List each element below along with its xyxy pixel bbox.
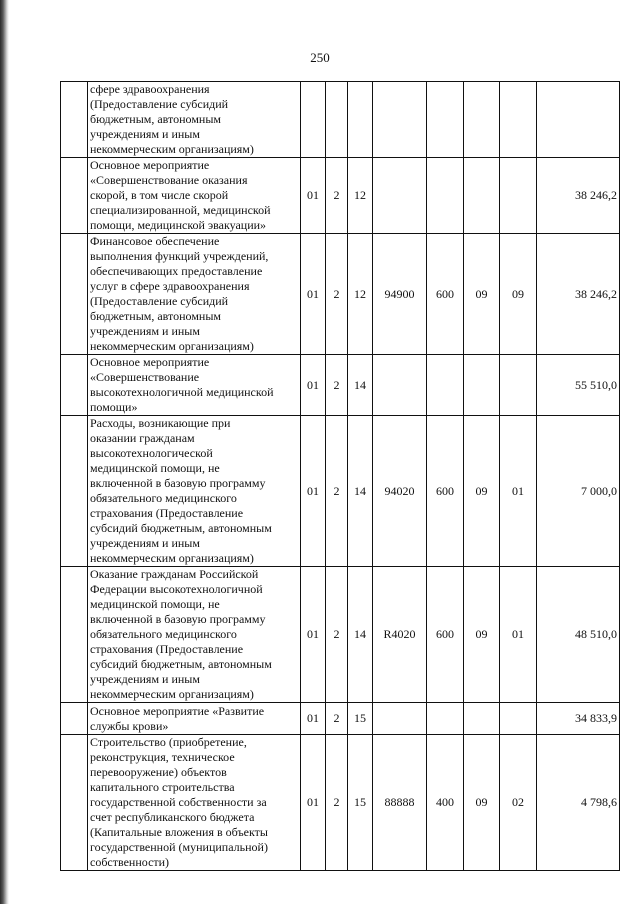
program-code: 01 <box>301 416 326 567</box>
blank-cell <box>61 735 88 871</box>
section-code <box>464 355 500 416</box>
expense-type-code <box>427 158 464 234</box>
event-code: 12 <box>348 234 373 355</box>
subprogram-code: 2 <box>326 234 348 355</box>
subprogram-code: 2 <box>326 416 348 567</box>
item-name: Строительство (приобретение, реконструкция, техническое перевооружение) объектов капитального строительства государственной собственности за счет республиканского бюджета (Капитальные вложения в объекты государственной (муниципальной) собственности) <box>88 735 301 871</box>
table-row <box>61 416 620 567</box>
item-name: Основное мероприятие «Развитие службы крови» <box>88 703 301 735</box>
program-code: 01 <box>301 703 326 735</box>
section-code: 09 <box>464 234 500 355</box>
expense-type-code: 600 <box>427 567 464 703</box>
program-code: 01 <box>301 158 326 234</box>
item-name: Финансовое обеспечение выполнения функций учреждений, обеспечивающих предоставление услуг в сфере здравоохранения (Предоставление субсидий бюджетным, автономным учреждениям и иным некоммерческим организациям) <box>88 234 301 355</box>
direction-code <box>373 703 427 735</box>
subsection-code: 02 <box>500 735 537 871</box>
expense-type-code: 600 <box>427 234 464 355</box>
subprogram-code: 2 <box>326 158 348 234</box>
amount: 48 510,0 <box>537 567 620 703</box>
amount: 4 798,6 <box>537 735 620 871</box>
subprogram-code: 2 <box>326 735 348 871</box>
event-code <box>348 82 373 158</box>
expense-type-code <box>427 82 464 158</box>
table-row <box>61 234 620 355</box>
item-name: Оказание гражданам Российской Федерации высокотехнологичной медицинской помощи, не включенной в базовую программу обязательного медицинского страхования (Предоставление субсидий бюджетным, автономным учреждениям и иным некоммерческим организациям) <box>88 567 301 703</box>
blank-cell <box>61 234 88 355</box>
subsection-code <box>500 703 537 735</box>
blank-cell <box>61 703 88 735</box>
section-code: 09 <box>464 735 500 871</box>
subsection-code <box>500 355 537 416</box>
subsection-code: 01 <box>500 416 537 567</box>
blank-cell <box>61 158 88 234</box>
subsection-code: 09 <box>500 234 537 355</box>
amount: 55 510,0 <box>537 355 620 416</box>
item-name: Основное мероприятие «Совершенствование высокотехнологичной медицинской помощи» <box>88 355 301 416</box>
expense-type-code: 600 <box>427 416 464 567</box>
table-row <box>61 735 620 871</box>
event-code: 12 <box>348 158 373 234</box>
direction-code: 94900 <box>373 234 427 355</box>
table-row <box>61 703 620 735</box>
item-name: Основное мероприятие «Совершенствование оказания скорой, в том числе скорой специализированной, медицинской помощи, медицинской эвакуации» <box>88 158 301 234</box>
item-name: сфере здравоохранения (Предоставление субсидий бюджетным, автономным учреждениям и иным некоммерческим организациям) <box>88 82 301 158</box>
page-number: 250 <box>310 50 330 65</box>
expense-type-code <box>427 703 464 735</box>
event-code: 14 <box>348 355 373 416</box>
event-code: 14 <box>348 567 373 703</box>
program-code: 01 <box>301 735 326 871</box>
subsection-code <box>500 158 537 234</box>
section-code <box>464 82 500 158</box>
amount: 34 833,9 <box>537 703 620 735</box>
section-code: 09 <box>464 416 500 567</box>
section-code <box>464 703 500 735</box>
item-name: Расходы, возникающие при оказании гражданам высокотехнологической медицинской помощи, не включенной в базовую программу обязательного медицинского страхования (Предоставление субсидий бюджетным, автономным учреждениям и иным некоммерческим организациям) <box>88 416 301 567</box>
program-code <box>301 82 326 158</box>
subsection-code <box>500 82 537 158</box>
direction-code <box>373 82 427 158</box>
expense-type-code <box>427 355 464 416</box>
blank-cell <box>61 355 88 416</box>
subprogram-code <box>326 82 348 158</box>
subsection-code: 01 <box>500 567 537 703</box>
scan-edge <box>0 0 9 904</box>
program-code: 01 <box>301 355 326 416</box>
subprogram-code: 2 <box>326 703 348 735</box>
direction-code: 94020 <box>373 416 427 567</box>
amount: 7 000,0 <box>537 416 620 567</box>
subprogram-code: 2 <box>326 567 348 703</box>
direction-code: R4020 <box>373 567 427 703</box>
event-code: 15 <box>348 735 373 871</box>
budget-table <box>60 81 620 871</box>
table-row <box>61 158 620 234</box>
program-code: 01 <box>301 234 326 355</box>
blank-cell <box>61 416 88 567</box>
event-code: 14 <box>348 416 373 567</box>
subprogram-code: 2 <box>326 355 348 416</box>
program-code: 01 <box>301 567 326 703</box>
table-row <box>61 567 620 703</box>
expense-type-code: 400 <box>427 735 464 871</box>
table-row <box>61 82 620 158</box>
section-code <box>464 158 500 234</box>
direction-code <box>373 158 427 234</box>
amount: 38 246,2 <box>537 158 620 234</box>
blank-cell <box>61 82 88 158</box>
table-row <box>61 355 620 416</box>
blank-cell <box>61 567 88 703</box>
event-code: 15 <box>348 703 373 735</box>
amount <box>537 82 620 158</box>
direction-code: 88888 <box>373 735 427 871</box>
section-code: 09 <box>464 567 500 703</box>
amount: 38 246,2 <box>537 234 620 355</box>
direction-code <box>373 355 427 416</box>
